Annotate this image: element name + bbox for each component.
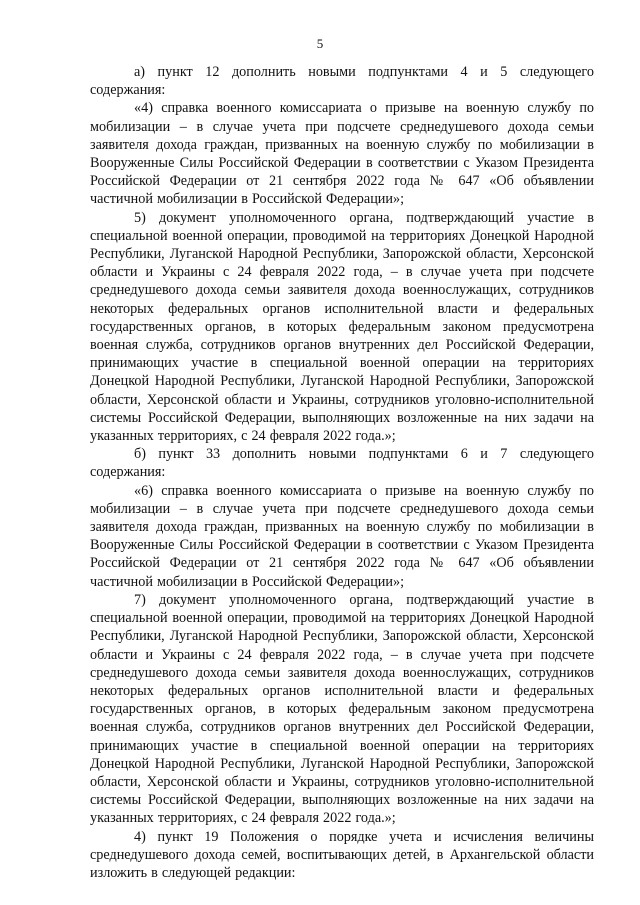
paragraph-subitem-7: 7) документ уполномоченного органа, подтверждающий участие в специальной военной операции, проводимой на территориях Донецкой Народной Республики, Луганской Народной Республики, Запорожской области, Херсонской области и Украины с 24 февраля 2022 года, – в случае учета при подсчете среднедушевого дохода семьи заявителя дохода военнослужащих, сотрудников некоторых федеральных органов исполнительной власти и федеральных государственных органов, в которых федеральным законом предусмотрена военная служба, сотрудников органов внутренних дел Российской Федерации, принимающих участие в специальной военной операции на территориях Донецкой Народной Республики, Луганской Народной Республики, Запорожской области, Херсонской области и Украины, сотрудников уголовно-исполнительной системы Российской Федерации, выполняющих возложенные на них задачи на указанных территориях, с 24 февраля 2022 года.»; [90,591,594,827]
document-body [90,63,594,882]
page-number: 5 [316,36,324,51]
paragraph-item-a: а) пункт 12 дополнить новыми подпунктами 4 и 5 следующего содержания: [90,64,594,99]
paragraph-subitem-6: «6) справка военного комиссариата о призыве на военную службу по мобилизации – в случае учета при подсчете среднедушевого дохода семьи заявителя дохода граждан, призванных на военную службу по мобилизации в Вооруженные Силы Российской Федерации в соответствии с Указом Президента Российской Федерации от 21 сентября 2022 года № 647 «Об объявлении частичной мобилизации в Российской Федерации»; [90,482,594,590]
paragraph-item-b: б) пункт 33 дополнить новыми подпунктами 6 и 7 следующего содержания: [90,446,594,481]
paragraph-subitem-4: «4) справка военного комиссариата о призыве на военную службу по мобилизации – в случае учета при подсчете среднедушевого дохода семьи заявителя дохода граждан, призванных на военную службу по мобилизации в Вооруженные Силы Российской Федерации в соответствии с Указом Президента Российской Федерации от 21 сентября 2022 года № 647 «Об объявлении частичной мобилизации в Российской Федерации»; [90,100,594,208]
paragraph-item-4: 4) пункт 19 Положения о порядке учета и исчисления величины среднедушевого дохода семей, воспитывающих детей, в Архангельской области изложить в следующей редакции: [90,828,594,881]
paragraph-subitem-5: 5) документ уполномоченного органа, подтверждающий участие в специальной военной операции, проводимой на территориях Донецкой Народной Республики, Луганской Народной Республики, Запорожской области, Херсонской области и Украины с 24 февраля 2022 года, – в случае учета при подсчете среднедушевого дохода семьи заявителя дохода военнослужащих, сотрудников некоторых федеральных органов исполнительной власти и федеральных государственных органов, в которых федеральным законом предусмотрена военная служба, сотрудников органов внутренних дел Российской Федерации, принимающих участие в специальной военной операции на территориях Донецкой Народной Республики, Луганской Народной Республики, Запорожской области, Херсонской области и Украины, сотрудников уголовно-исполнительной системы Российской Федерации, выполняющих возложенные на них задачи на указанных территориях, с 24 февраля 2022 года.»; [90,209,594,445]
